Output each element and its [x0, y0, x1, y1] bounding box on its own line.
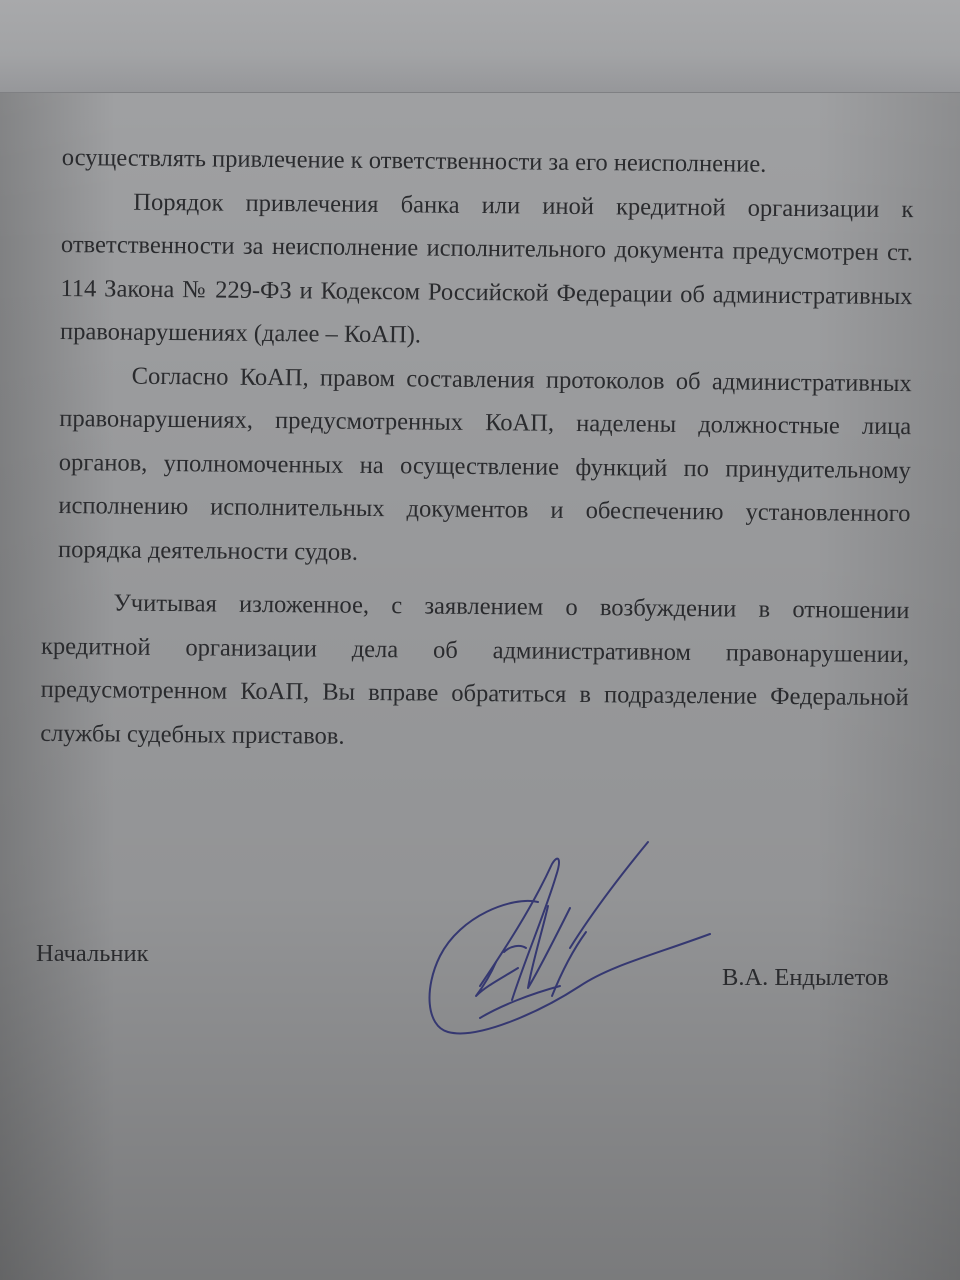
- paragraph-liability-procedure: Порядок привлечения банка или иной кредитной организации к ответственности за неисполнение исполнительного документа предусмотрен ст. 114 Закона № 229-ФЗ и Кодексом Российской Федерации об административных правонарушениях (далее – КоАП).: [59, 188, 914, 349]
- handwritten-signature-icon: [420, 836, 720, 1046]
- paragraph-conclusion: Учитывая изложенное, с заявлением о возбуждении в отношении кредитной организации дела об административном правонарушении, предусмотренном КоАП, Вы вправе обратиться в подразделение Федеральной службы судебных приставов.: [40, 589, 910, 750]
- paragraph-protocol-authority: Согласно КоАП, правом составления протоколов об административных правонарушениях, предусмотренных КоАП, наделены должностные лица органов, уполномоченных на осуществление функций по принудительному исполнению исполнительных документов и обеспечению установленного порядка деятельности судов.: [57, 362, 912, 566]
- paper-fold: [0, 0, 960, 93]
- signer-position: Начальник: [36, 940, 149, 967]
- paragraph-continuation: осуществлять привлечение к ответственности за его неисполнение.: [61, 143, 767, 178]
- signer-name: В.А. Ендылетов: [722, 964, 889, 991]
- letter-body: [40, 136, 914, 763]
